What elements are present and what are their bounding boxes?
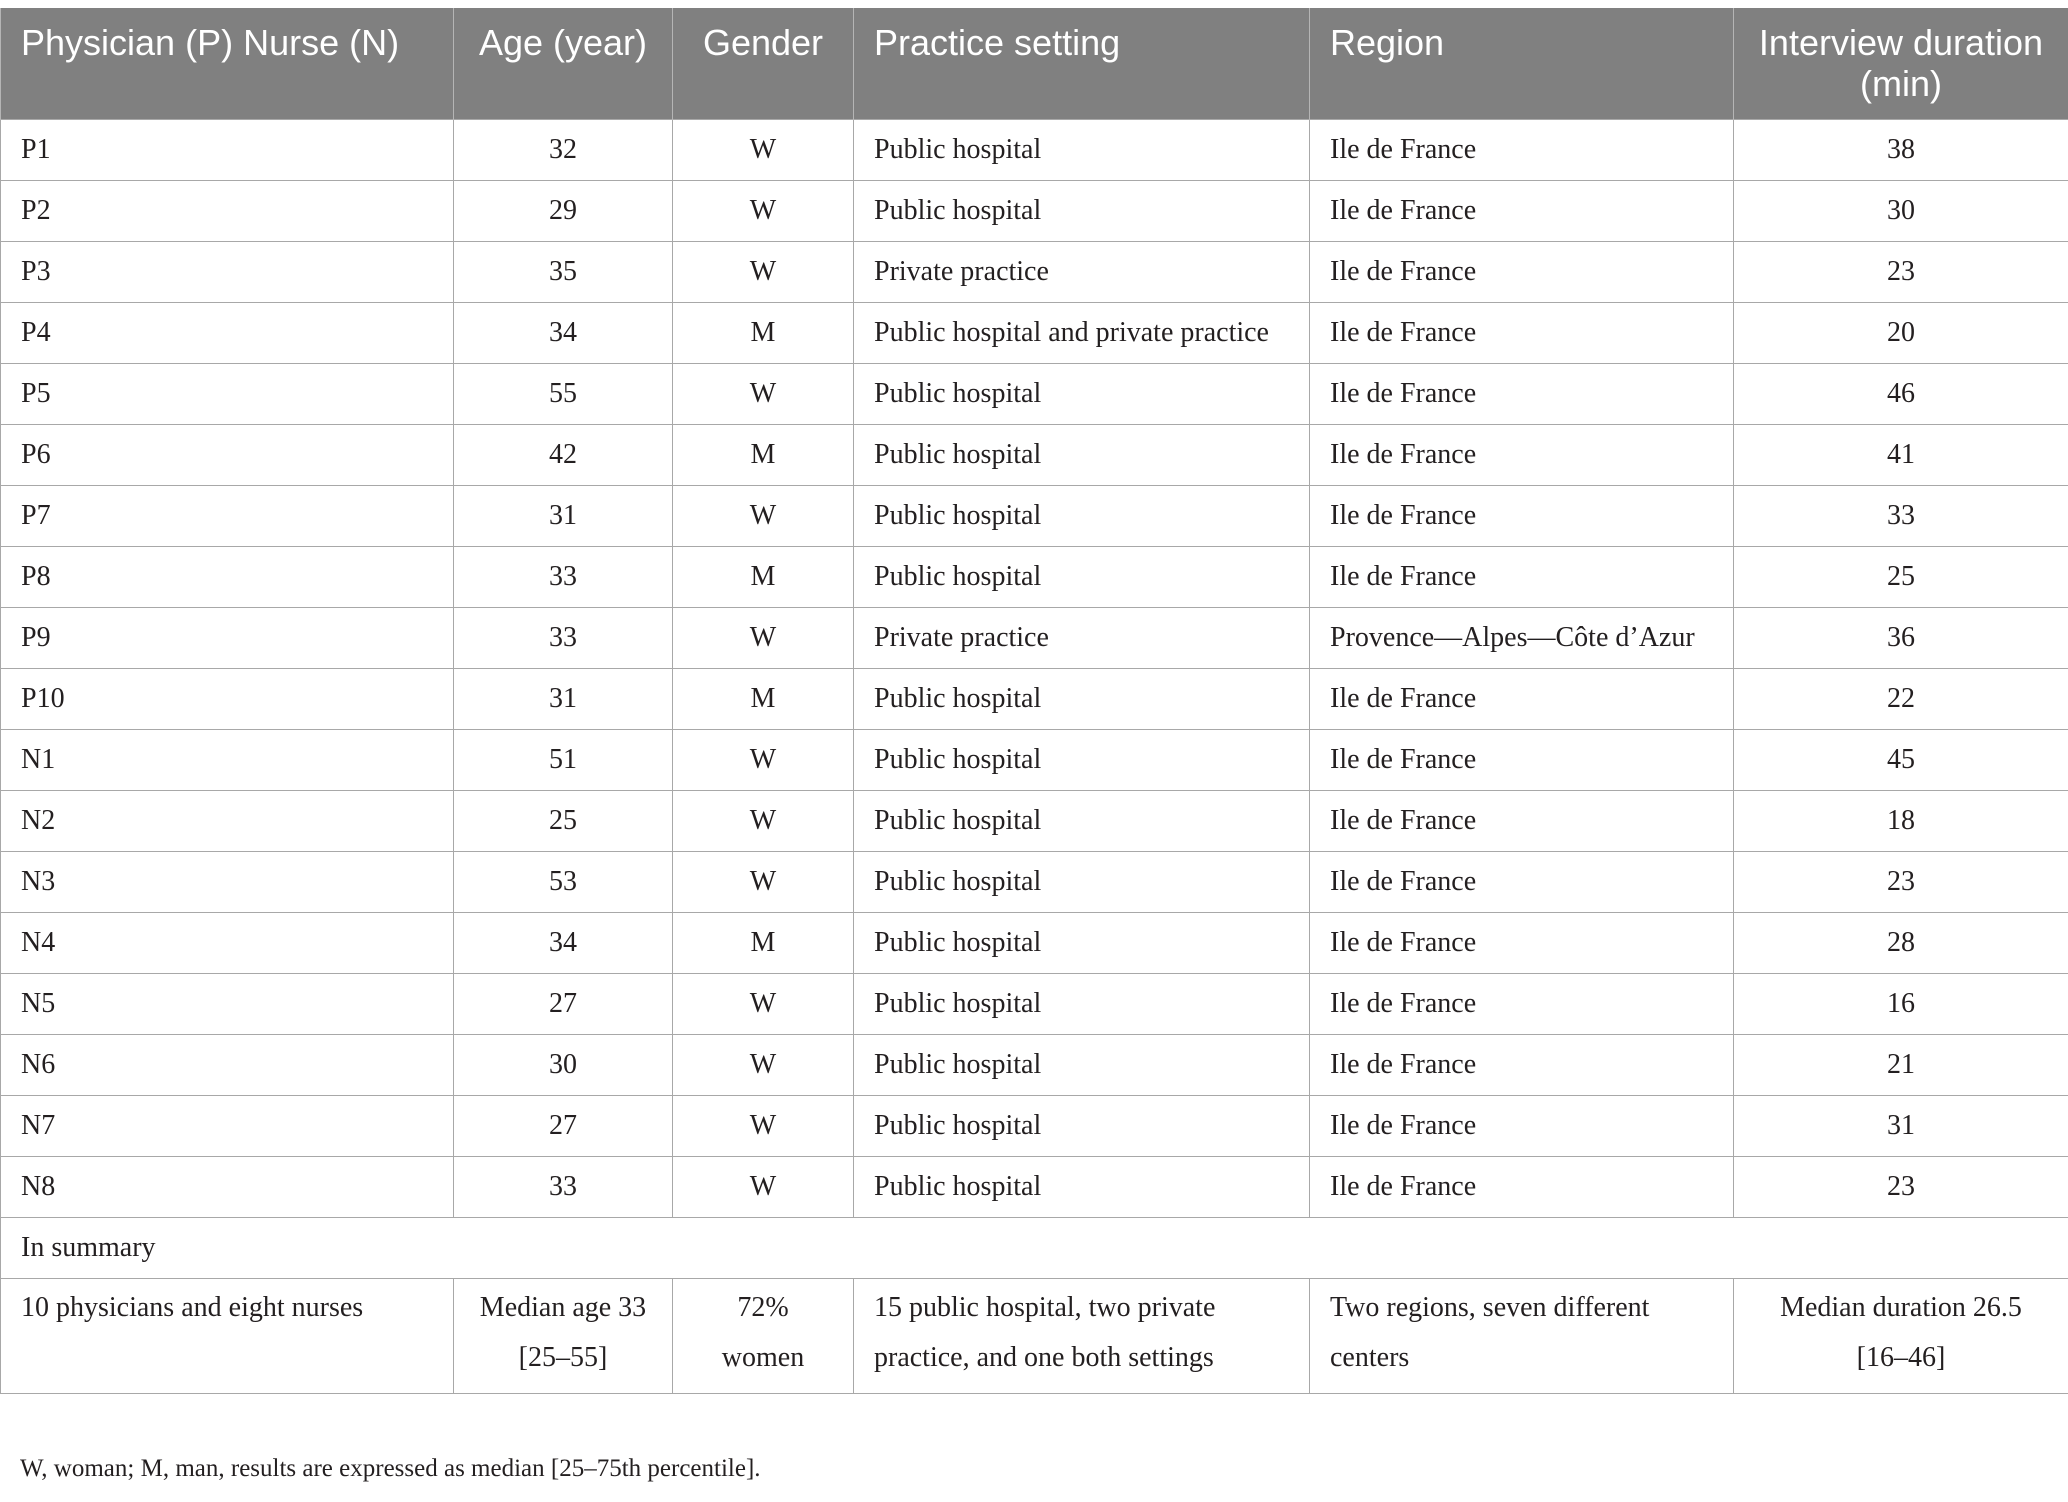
cell-region: Ile de France [1310, 180, 1734, 241]
cell-participant: P4 [1, 302, 454, 363]
cell-gender: M [673, 424, 854, 485]
cell-age: 51 [454, 729, 673, 790]
cell-duration: 45 [1734, 729, 2068, 790]
cell-participant: P5 [1, 363, 454, 424]
cell-participant: N5 [1, 973, 454, 1034]
cell-participant: P3 [1, 241, 454, 302]
cell-participant: P8 [1, 546, 454, 607]
table-row [1, 729, 2068, 790]
cell-age: 33 [454, 1156, 673, 1217]
cell-age: 25 [454, 790, 673, 851]
cell-practice-setting: Public hospital [854, 790, 1310, 851]
cell-duration: 16 [1734, 973, 2068, 1034]
cell-gender: W [673, 790, 854, 851]
table-body [1, 119, 2068, 1393]
header-participant: Physician (P) Nurse (N) [1, 8, 454, 119]
cell-age: 53 [454, 851, 673, 912]
header-region: Region [1310, 8, 1734, 119]
cell-practice-setting: Public hospital [854, 119, 1310, 180]
cell-practice-setting: Public hospital [854, 729, 1310, 790]
summary-region: Two regions, seven different centers [1310, 1278, 1734, 1393]
cell-practice-setting: Public hospital and private practice [854, 302, 1310, 363]
cell-practice-setting: Private practice [854, 241, 1310, 302]
summary-age: Median age 33 [25–55] [454, 1278, 673, 1393]
table-row [1, 546, 2068, 607]
cell-gender: W [673, 1034, 854, 1095]
cell-gender: W [673, 1095, 854, 1156]
cell-gender: M [673, 668, 854, 729]
cell-region: Ile de France [1310, 851, 1734, 912]
cell-region: Ile de France [1310, 790, 1734, 851]
header-row [1, 8, 2068, 119]
cell-age: 31 [454, 485, 673, 546]
cell-practice-setting: Private practice [854, 607, 1310, 668]
cell-duration: 23 [1734, 1156, 2068, 1217]
cell-region: Ile de France [1310, 241, 1734, 302]
cell-practice-setting: Public hospital [854, 546, 1310, 607]
summary-participants: 10 physicians and eight nurses [1, 1278, 454, 1393]
cell-age: 32 [454, 119, 673, 180]
cell-region: Ile de France [1310, 973, 1734, 1034]
cell-practice-setting: Public hospital [854, 424, 1310, 485]
cell-region: Ile de France [1310, 363, 1734, 424]
summary-label: In summary [1, 1217, 2068, 1278]
cell-participant: N1 [1, 729, 454, 790]
summary-label-row [1, 1217, 2068, 1278]
cell-age: 34 [454, 912, 673, 973]
cell-practice-setting: Public hospital [854, 485, 1310, 546]
cell-practice-setting: Public hospital [854, 668, 1310, 729]
summary-duration: Median duration 26.5 [16–46] [1734, 1278, 2068, 1393]
table-row [1, 851, 2068, 912]
cell-duration: 38 [1734, 119, 2068, 180]
cell-duration: 22 [1734, 668, 2068, 729]
cell-gender: W [673, 119, 854, 180]
cell-practice-setting: Public hospital [854, 1156, 1310, 1217]
cell-region: Ile de France [1310, 485, 1734, 546]
header-age: Age (year) [454, 8, 673, 119]
table-row [1, 607, 2068, 668]
cell-gender: W [673, 180, 854, 241]
cell-gender: W [673, 729, 854, 790]
cell-age: 27 [454, 1095, 673, 1156]
table-row [1, 668, 2068, 729]
cell-region: Ile de France [1310, 912, 1734, 973]
table-row [1, 912, 2068, 973]
cell-participant: P1 [1, 119, 454, 180]
cell-participant: P2 [1, 180, 454, 241]
summary-practice-setting: 15 public hospital, two private practice, and one both settings [854, 1278, 1310, 1393]
cell-gender: M [673, 302, 854, 363]
cell-gender: W [673, 607, 854, 668]
cell-practice-setting: Public hospital [854, 363, 1310, 424]
table-row [1, 1034, 2068, 1095]
cell-duration: 18 [1734, 790, 2068, 851]
table-row [1, 485, 2068, 546]
cell-age: 30 [454, 1034, 673, 1095]
cell-region: Ile de France [1310, 1034, 1734, 1095]
cell-region: Ile de France [1310, 668, 1734, 729]
cell-region: Ile de France [1310, 1095, 1734, 1156]
cell-region: Ile de France [1310, 424, 1734, 485]
table-row [1, 790, 2068, 851]
cell-participant: N4 [1, 912, 454, 973]
cell-participant: P9 [1, 607, 454, 668]
cell-participant: P7 [1, 485, 454, 546]
cell-age: 35 [454, 241, 673, 302]
cell-participant: N2 [1, 790, 454, 851]
cell-age: 31 [454, 668, 673, 729]
cell-gender: W [673, 1156, 854, 1217]
table-row [1, 119, 2068, 180]
table-row [1, 973, 2068, 1034]
cell-duration: 23 [1734, 851, 2068, 912]
cell-duration: 30 [1734, 180, 2068, 241]
cell-duration: 20 [1734, 302, 2068, 363]
cell-duration: 23 [1734, 241, 2068, 302]
summary-row [1, 1278, 2068, 1393]
table-row [1, 424, 2068, 485]
cell-gender: W [673, 241, 854, 302]
header-practice-setting: Practice setting [854, 8, 1310, 119]
table-header [1, 8, 2068, 119]
cell-age: 29 [454, 180, 673, 241]
cell-duration: 46 [1734, 363, 2068, 424]
cell-gender: M [673, 546, 854, 607]
cell-region: Ile de France [1310, 1156, 1734, 1217]
cell-region: Provence—Alpes—Côte d’Azur [1310, 607, 1734, 668]
participants-table [0, 8, 2068, 1394]
cell-gender: M [673, 912, 854, 973]
cell-region: Ile de France [1310, 119, 1734, 180]
cell-practice-setting: Public hospital [854, 1095, 1310, 1156]
cell-practice-setting: Public hospital [854, 1034, 1310, 1095]
cell-region: Ile de France [1310, 729, 1734, 790]
cell-region: Ile de France [1310, 302, 1734, 363]
cell-gender: W [673, 973, 854, 1034]
table-row [1, 241, 2068, 302]
cell-practice-setting: Public hospital [854, 851, 1310, 912]
table-row [1, 1095, 2068, 1156]
cell-duration: 28 [1734, 912, 2068, 973]
cell-participant: N3 [1, 851, 454, 912]
cell-practice-setting: Public hospital [854, 180, 1310, 241]
cell-duration: 21 [1734, 1034, 2068, 1095]
cell-participant: N8 [1, 1156, 454, 1217]
cell-duration: 31 [1734, 1095, 2068, 1156]
header-gender: Gender [673, 8, 854, 119]
cell-gender: W [673, 485, 854, 546]
cell-duration: 36 [1734, 607, 2068, 668]
cell-practice-setting: Public hospital [854, 973, 1310, 1034]
cell-participant: P10 [1, 668, 454, 729]
table-row [1, 363, 2068, 424]
cell-age: 42 [454, 424, 673, 485]
summary-gender: 72% women [673, 1278, 854, 1393]
cell-participant: N6 [1, 1034, 454, 1095]
cell-duration: 33 [1734, 485, 2068, 546]
header-interview-duration: Interview duration (min) [1734, 8, 2068, 119]
table-row [1, 1156, 2068, 1217]
cell-gender: W [673, 851, 854, 912]
table-row [1, 302, 2068, 363]
cell-region: Ile de France [1310, 546, 1734, 607]
cell-duration: 41 [1734, 424, 2068, 485]
table-footnote: W, woman; M, man, results are expressed as median [25–75th percentile]. [20, 1455, 761, 1482]
cell-age: 27 [454, 973, 673, 1034]
cell-age: 33 [454, 607, 673, 668]
cell-age: 33 [454, 546, 673, 607]
cell-age: 34 [454, 302, 673, 363]
cell-duration: 25 [1734, 546, 2068, 607]
cell-age: 55 [454, 363, 673, 424]
cell-participant: N7 [1, 1095, 454, 1156]
cell-gender: W [673, 363, 854, 424]
cell-participant: P6 [1, 424, 454, 485]
table-row [1, 180, 2068, 241]
cell-practice-setting: Public hospital [854, 912, 1310, 973]
